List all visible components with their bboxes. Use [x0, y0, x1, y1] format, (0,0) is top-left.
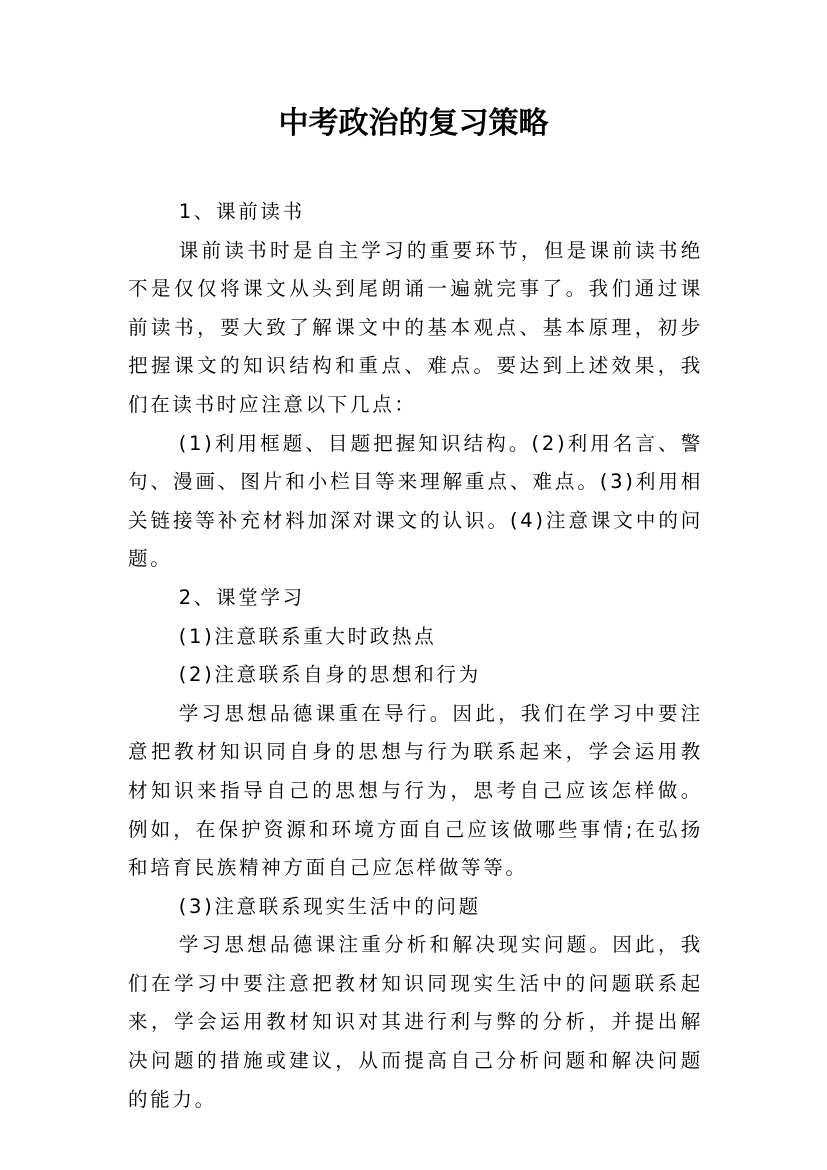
paragraph-pre-reading-tips: (1)利用框题、目题把握知识结构。(2)利用名言、警句、漫画、图片和小栏目等来理解重点、难点。(3)利用相关链接等补充材料加深对课文的认识。(4)注意课文中的问题。 — [128, 431, 703, 571]
section-heading-class-learning: 2、课堂学习 — [178, 585, 305, 609]
subheading-self-thought: (2)注意联系自身的思想和行为 — [178, 663, 481, 687]
document-body — [128, 193, 703, 1119]
paragraph-pre-reading: 课前读书时是自主学习的重要环节，但是课前读书绝不是仅仅将课文从头到尾朗诵一遍就完事了。我们通过课前读书，要大致了解课文中的基本观点、基本原理，初步把握课文的知识结构和重点、难点。要达到上述效果，我们在读书时应注意以下几点： — [128, 238, 703, 416]
subheading-real-life: (3)注意联系现实生活中的问题 — [178, 894, 481, 918]
document-title: 中考政治的复习策略 — [278, 106, 549, 141]
paragraph-real-life: 学习思想品德课注重分析和解决现实问题。因此，我们在学习中要注意把教材知识同现实生活中的问题联系起来，学会运用教材知识对其进行利与弊的分析，并提出解决问题的措施或建议，从而提高自己分析问题和解决问题的能力。 — [128, 933, 703, 1111]
paragraph-self-thought: 学习思想品德课重在导行。因此，我们在学习中要注意把教材知识同自身的思想与行为联系起来，学会运用教材知识来指导自己的思想与行为，思考自己应该怎样做。例如，在保护资源和环境方面自己应该做哪些事情;在弘扬和培育民族精神方面自己应怎样做等等。 — [128, 701, 703, 880]
subheading-current-affairs: (1)注意联系重大时政热点 — [178, 624, 437, 648]
section-heading-pre-reading: 1、课前读书 — [178, 200, 305, 223]
